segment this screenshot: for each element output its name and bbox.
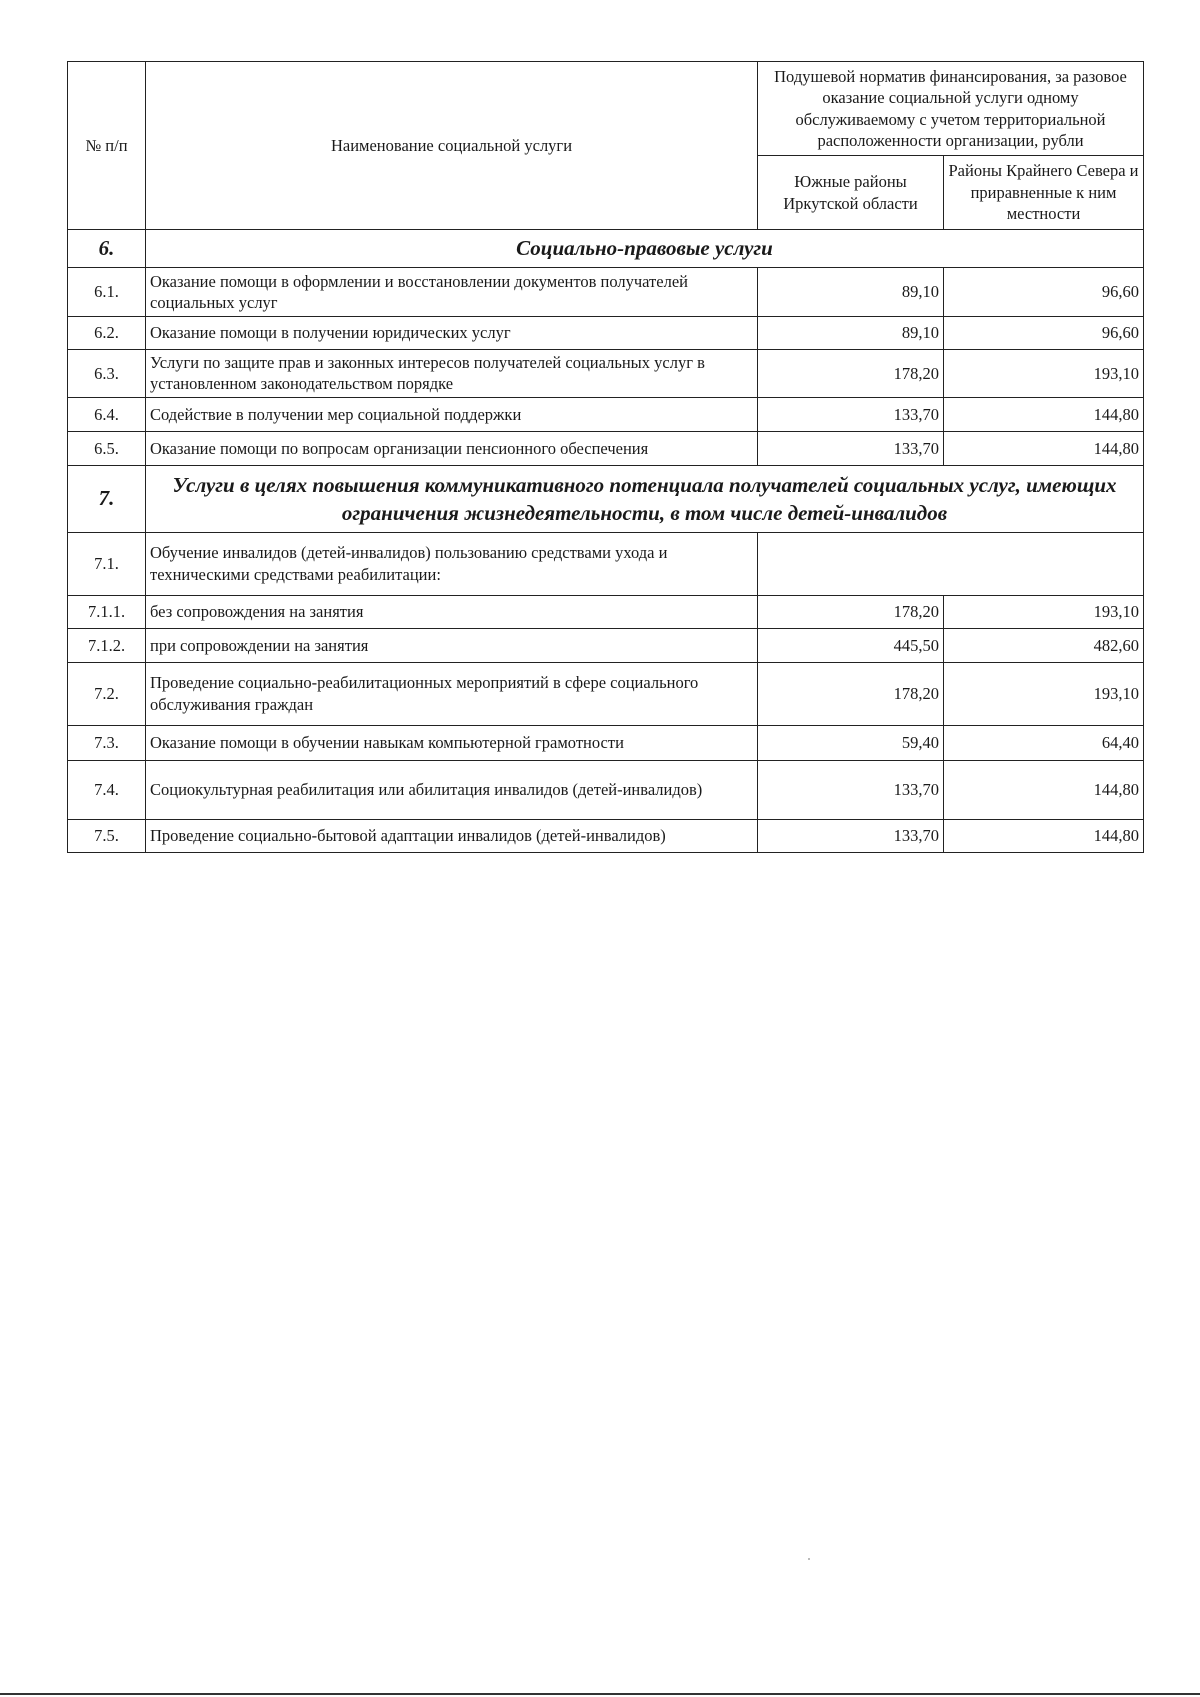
section-title: Социально-правовые услуги	[146, 230, 1144, 268]
table-row	[68, 431, 1144, 465]
row-value-north: 144,80	[944, 819, 1144, 852]
row-name: без сопровождения на занятия	[146, 595, 758, 628]
row-name: при сопровождении на занятия	[146, 628, 758, 662]
row-name: Оказание помощи по вопросам организации пенсионного обеспечения	[146, 431, 758, 465]
scan-speck	[808, 1558, 810, 1560]
row-value-south: 178,20	[758, 350, 944, 398]
table-row	[68, 317, 1144, 350]
row-value-south: 133,70	[758, 760, 944, 819]
row-value-north: 96,60	[944, 268, 1144, 317]
row-value-empty	[758, 532, 1144, 595]
header-num-cell: № п/п	[68, 62, 146, 230]
row-num: 6.1.	[68, 268, 146, 317]
page-bottom-rule	[0, 1693, 1200, 1695]
header-name-cell: Наименование социальной услуги	[146, 62, 758, 230]
row-value-south: 133,70	[758, 431, 944, 465]
table-row	[68, 819, 1144, 852]
tariff-table	[67, 61, 1144, 853]
row-name: Оказание помощи в оформлении и восстановлении документов получателей социальных услуг	[146, 268, 758, 317]
row-value-south: 89,10	[758, 317, 944, 350]
row-value-north: 144,80	[944, 397, 1144, 431]
table-row	[68, 725, 1144, 760]
row-value-north: 193,10	[944, 595, 1144, 628]
row-num: 6.5.	[68, 431, 146, 465]
row-value-north: 193,10	[944, 662, 1144, 725]
table-row	[68, 760, 1144, 819]
section-title: Услуги в целях повышения коммуникативного потенциала получателей социальных услуг, имеющих ограничения жизнедеятельности, в том числе детей-инвалидов	[146, 465, 1144, 532]
header-north-cell: Районы Крайнего Севера и приравненные к ним местности	[944, 156, 1144, 230]
row-value-north: 144,80	[944, 431, 1144, 465]
header-row	[68, 62, 1144, 156]
row-num: 7.3.	[68, 725, 146, 760]
table-row	[68, 350, 1144, 398]
row-name: Оказание помощи в обучении навыкам компьютерной грамотности	[146, 725, 758, 760]
row-num: 7.2.	[68, 662, 146, 725]
row-name: Социокультурная реабилитация или абилитация инвалидов (детей-инвалидов)	[146, 760, 758, 819]
section-num: 6.	[68, 230, 146, 268]
row-num: 6.4.	[68, 397, 146, 431]
section-row-7	[68, 465, 1144, 532]
row-value-south: 178,20	[758, 662, 944, 725]
row-num: 6.3.	[68, 350, 146, 398]
table-row	[68, 595, 1144, 628]
row-value-south: 89,10	[758, 268, 944, 317]
row-value-north: 64,40	[944, 725, 1144, 760]
row-value-north: 193,10	[944, 350, 1144, 398]
row-name: Услуги по защите прав и законных интересов получателей социальных услуг в установленном законодательством порядке	[146, 350, 758, 398]
row-num: 7.1.1.	[68, 595, 146, 628]
row-value-north: 482,60	[944, 628, 1144, 662]
row-num: 7.1.	[68, 532, 146, 595]
row-name: Проведение социально-бытовой адаптации инвалидов (детей-инвалидов)	[146, 819, 758, 852]
section-row-6	[68, 230, 1144, 268]
header-south-cell: Южные районы Иркутской области	[758, 156, 944, 230]
section-num: 7.	[68, 465, 146, 532]
row-num: 7.5.	[68, 819, 146, 852]
row-name: Оказание помощи в получении юридических услуг	[146, 317, 758, 350]
table-row	[68, 532, 1144, 595]
row-value-south: 59,40	[758, 725, 944, 760]
row-value-south: 178,20	[758, 595, 944, 628]
row-value-north: 96,60	[944, 317, 1144, 350]
row-num: 7.1.2.	[68, 628, 146, 662]
row-num: 7.4.	[68, 760, 146, 819]
row-value-south: 133,70	[758, 397, 944, 431]
row-value-north: 144,80	[944, 760, 1144, 819]
table-row	[68, 662, 1144, 725]
row-num: 6.2.	[68, 317, 146, 350]
row-name: Содействие в получении мер социальной поддержки	[146, 397, 758, 431]
header-group-cell: Подушевой норматив финансирования, за разовое оказание социальной услуги одному обслуживаемому с учетом территориальной расположенности организации, рубли	[758, 62, 1144, 156]
row-value-south: 445,50	[758, 628, 944, 662]
table-row	[68, 397, 1144, 431]
table-row	[68, 628, 1144, 662]
table-row	[68, 268, 1144, 317]
row-value-south: 133,70	[758, 819, 944, 852]
row-name: Проведение социально-реабилитационных мероприятий в сфере социального обслуживания граждан	[146, 662, 758, 725]
row-name: Обучение инвалидов (детей-инвалидов) пользованию средствами ухода и техническими средствами реабилитации:	[146, 532, 758, 595]
